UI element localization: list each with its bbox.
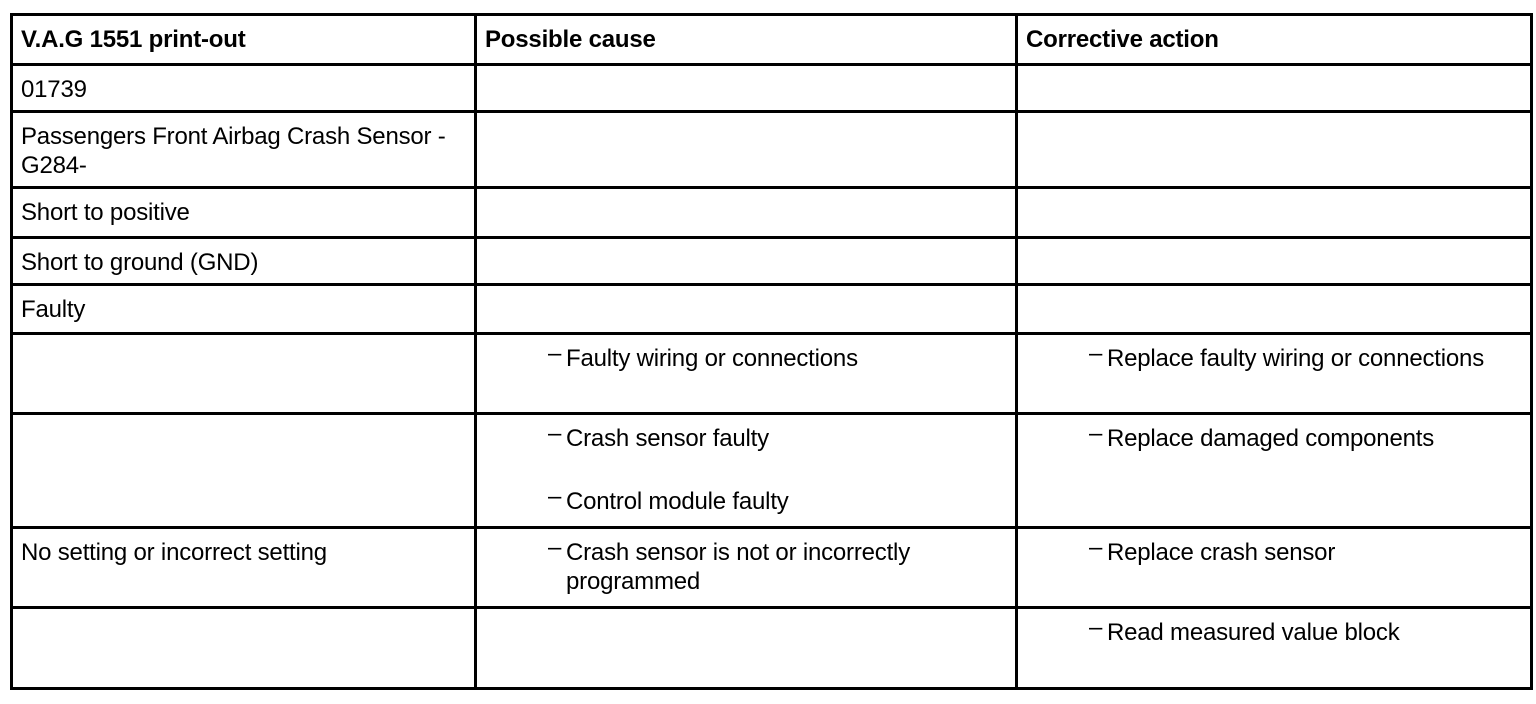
printout-cell: Short to positive xyxy=(12,188,476,238)
action-text: Replace faulty wiring or connections xyxy=(1107,345,1484,372)
printout-cell: Short to ground (GND) xyxy=(12,238,476,285)
action-cell xyxy=(1017,65,1532,112)
dash-bullet: – xyxy=(1089,340,1103,367)
printout-cell: Faulty xyxy=(12,285,476,334)
printout-cell: Passengers Front Airbag Crash Sensor -G284- xyxy=(12,112,476,188)
dash-bullet: – xyxy=(548,340,562,367)
printout-cell xyxy=(12,414,476,528)
header-corrective-action: Corrective action xyxy=(1017,15,1532,65)
dash-bullet: – xyxy=(1089,534,1103,561)
action-item xyxy=(1026,534,1522,567)
table-row xyxy=(12,528,1532,608)
action-cell xyxy=(1017,285,1532,334)
table-row xyxy=(12,112,1532,188)
dash-bullet: – xyxy=(548,420,562,447)
dash-bullet: – xyxy=(548,534,562,561)
action-item xyxy=(1026,420,1522,453)
table-row xyxy=(12,65,1532,112)
action-cell xyxy=(1017,608,1532,689)
cause-cell xyxy=(476,334,1017,414)
action-cell xyxy=(1017,414,1532,528)
action-cell xyxy=(1017,528,1532,608)
item-spacer xyxy=(485,453,1007,487)
table-row xyxy=(12,285,1532,334)
header-row xyxy=(12,15,1532,65)
fault-table xyxy=(10,13,1533,690)
action-text: Replace crash sensor xyxy=(1107,539,1336,566)
action-item xyxy=(1026,340,1522,373)
printout-cell xyxy=(12,608,476,689)
action-item xyxy=(1026,614,1522,647)
action-text: Read measured value block xyxy=(1107,619,1400,646)
cause-cell xyxy=(476,238,1017,285)
cause-text: Control module faulty xyxy=(566,488,789,515)
printout-cell xyxy=(12,334,476,414)
cause-cell xyxy=(476,65,1017,112)
dash-bullet: – xyxy=(1089,420,1103,447)
header-printout: V.A.G 1551 print-out xyxy=(12,15,476,65)
cause-cell xyxy=(476,414,1017,528)
action-text: Replace damaged components xyxy=(1107,425,1435,452)
table-row xyxy=(12,238,1532,285)
cause-text: Crash sensor faulty xyxy=(566,425,769,452)
cause-cell xyxy=(476,112,1017,188)
cause-item xyxy=(485,483,1007,516)
action-cell xyxy=(1017,238,1532,285)
cause-cell xyxy=(476,608,1017,689)
cause-item xyxy=(485,534,1007,596)
table-row xyxy=(12,334,1532,414)
table-row xyxy=(12,414,1532,528)
table-row xyxy=(12,608,1532,689)
dash-bullet: – xyxy=(548,483,562,510)
cause-text: Faulty wiring or connections xyxy=(566,345,858,372)
printout-cell: No setting or incorrect setting xyxy=(12,528,476,608)
header-possible-cause: Possible cause xyxy=(476,15,1017,65)
cause-item xyxy=(485,340,1007,373)
action-cell xyxy=(1017,112,1532,188)
dash-bullet: – xyxy=(1089,614,1103,641)
cause-cell xyxy=(476,188,1017,238)
table-row xyxy=(12,188,1532,238)
cause-cell xyxy=(476,285,1017,334)
cause-text: Crash sensor is not or incorrectly programmed xyxy=(566,539,910,595)
printout-cell: 01739 xyxy=(12,65,476,112)
action-cell xyxy=(1017,334,1532,414)
action-cell xyxy=(1017,188,1532,238)
cause-item xyxy=(485,420,1007,453)
cause-cell xyxy=(476,528,1017,608)
